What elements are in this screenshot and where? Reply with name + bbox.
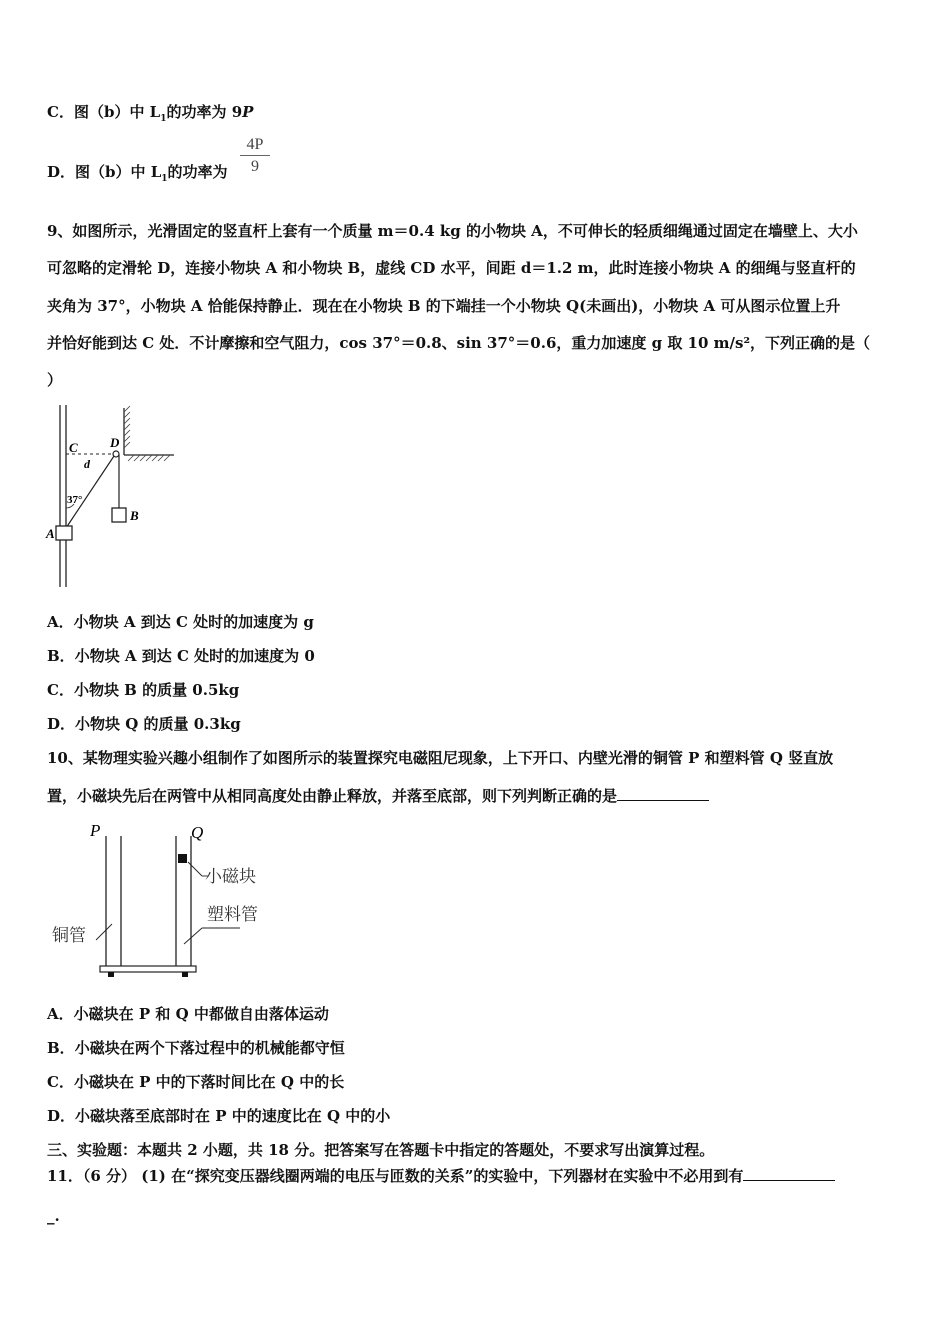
q9-line3: 夹角为 37°，小物块 A 恰能保持静止．现在在小物块 B 的下端挂一个小物块 Q(未画出)，小物块 A 可从图示位置上升 <box>47 297 841 315</box>
q9-line1: 9、如图所示，光滑固定的竖直杆上套有一个质量 m＝0.4 kg 的小物块 A，不可伸长的轻质细绳通过固定在墙壁上、大小 <box>47 222 858 240</box>
base-foot-right <box>182 972 188 977</box>
label-d: D <box>110 435 120 450</box>
wall-hatch <box>124 406 130 448</box>
q10-answer-blank[interactable] <box>617 786 709 801</box>
label-p: P <box>90 821 101 840</box>
q9-option-c: C．小物块 B 的质量 0.5kg <box>47 681 240 699</box>
plastic-leader <box>184 928 202 944</box>
q11-line2: _. <box>47 1207 60 1225</box>
q9-option-a: A．小物块 A 到达 C 处时的加速度为 g <box>47 613 314 631</box>
q11-answer-blank[interactable] <box>743 1166 835 1181</box>
q10-option-c: C．小磁块在 P 中的下落时间比在 Q 中的长 <box>47 1073 345 1091</box>
power-fraction: $\frac{4P}{9}$ <box>240 136 270 176</box>
q9-option-d: D．小物块 Q 的质量 0.3kg <box>47 715 241 733</box>
label-b: B <box>130 508 139 523</box>
label-c: C <box>69 440 78 455</box>
q10-option-d: D．小磁块落至底部时在 P 中的速度比在 Q 中的小 <box>47 1107 391 1125</box>
magnet-leader <box>188 862 202 876</box>
q9-line2: 可忽略的定滑轮 D，连接小物块 A 和小物块 B，虚线 CD 水平，间距 d＝1.2 m，此时连接小物块 A 的细绳与竖直杆的 <box>47 259 856 277</box>
base-plate <box>100 966 196 972</box>
block-a <box>56 526 72 540</box>
base-foot-left <box>108 972 114 977</box>
block-b <box>112 508 126 522</box>
section-3-heading: 三、实验题：本题共 2 小题，共 18 分。把答案写在答题卡中指定的答题处，不要求写出演算过程。 <box>47 1141 715 1159</box>
small-magnet <box>178 854 187 863</box>
q10-line2: 置，小磁块先后在两管中从相同高度处由静止释放，并落至底部，则下列判断正确的是 <box>47 786 709 806</box>
label-d-distance: d <box>84 457 90 471</box>
label-a: A <box>46 526 55 541</box>
q9-option-b: B．小物块 A 到达 C 处时的加速度为 0 <box>47 647 315 665</box>
label-q: Q <box>191 823 204 842</box>
q9-line5: ） <box>47 371 63 389</box>
label-magnet: 小磁块 <box>205 867 256 886</box>
q10-option-a: A．小磁块在 P 和 Q 中都做自由落体运动 <box>47 1005 329 1023</box>
q10-figure <box>44 816 274 986</box>
option-d-top: D．图（b）中 $L_1$的功率为 <box>47 163 228 184</box>
q9-figure <box>44 400 179 590</box>
label-plastic-pipe: 塑料管 <box>207 905 258 924</box>
label-angle: 37° <box>67 494 83 506</box>
q10-option-b: B．小磁块在两个下落过程中的机械能都守恒 <box>47 1039 345 1057</box>
option-c-top: C．图（b）中 $L_1$的功率为 9P <box>47 103 254 124</box>
rope-to-a <box>66 456 114 528</box>
copper-leader <box>96 924 112 940</box>
q10-line1: 10、某物理实验兴趣小组制作了如图所示的装置探究电磁阻尼现象，上下开口、内壁光滑的铜管 P 和塑料管 Q 竖直放 <box>47 749 834 767</box>
q11-line1: 11．（6 分） (1) 在“探究变压器线圈两端的电压与匝数的关系”的实验中，下列器材在实验中不必用到有 <box>47 1166 835 1186</box>
q9-line4: 并恰好能到达 C 处．不计摩擦和空气阻力，cos 37°＝0.8、sin 37°＝0.6，重力加速度 g 取 10 m/s²，下列正确的是（ <box>47 334 871 352</box>
label-copper-pipe: 铜管 <box>52 926 86 945</box>
ceiling-hatch <box>128 455 170 461</box>
